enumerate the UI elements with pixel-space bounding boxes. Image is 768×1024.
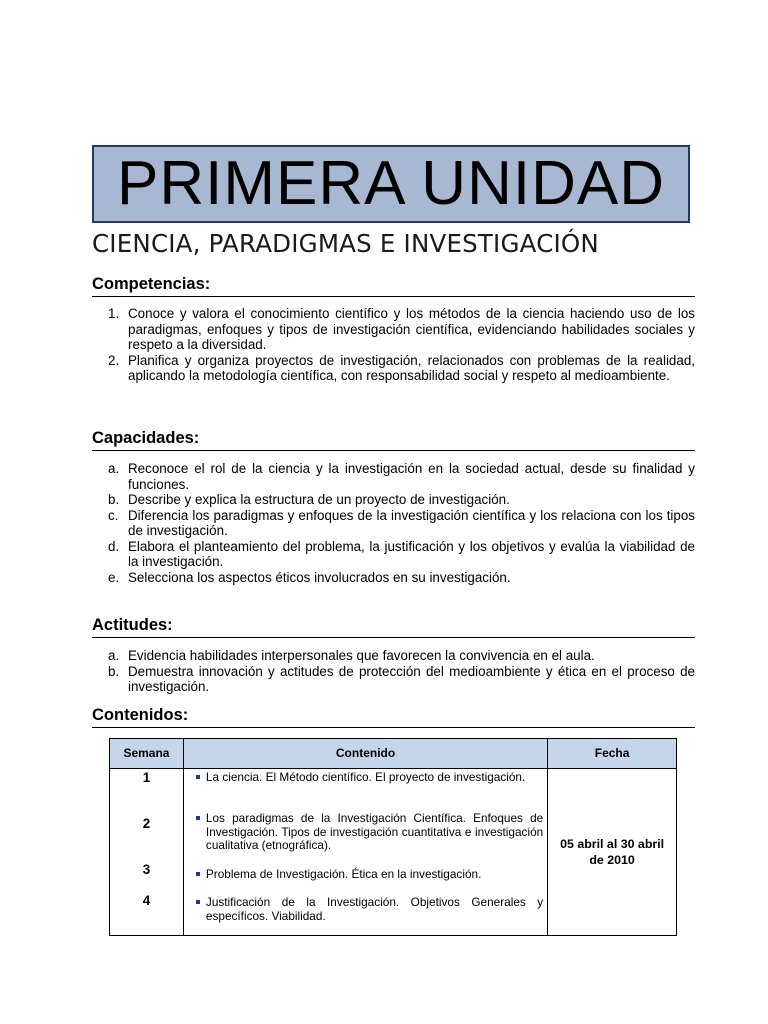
list-marker: 1.: [108, 306, 120, 321]
competencia-item: [92, 353, 695, 384]
list-marker: 2.: [108, 352, 120, 368]
week-number: 4: [142, 893, 151, 908]
competencia-text: Planifica y organiza proyectos de investigación, relacionados con problemas de la realidad, aplicando la metodología científica, con responsabilidad social y respeto al medioambiente.: [128, 352, 695, 383]
actitudes-heading-label: Actitudes:: [92, 616, 173, 634]
column-header-fecha: Fecha: [548, 739, 677, 769]
capacidad-text: Selecciona los aspectos éticos involucrados en su investigación.: [128, 569, 511, 585]
date-range-line2: de 2010: [589, 853, 635, 867]
week-number: 2: [142, 816, 151, 831]
list-marker: a.: [108, 461, 120, 476]
capacidad-item: [92, 570, 695, 586]
capacidad-text: Elabora el planteamiento del problema, la justificación y los objetivos y evalúa la viabilidad de la investigación.: [128, 538, 695, 569]
list-marker: d.: [108, 538, 120, 554]
list-marker: b.: [108, 663, 120, 679]
unit-subtitle: CIENCIA, PARADIGMAS E INVESTIGACIÓN: [92, 229, 599, 258]
list-marker: a.: [108, 648, 120, 663]
bullet-square-icon: [196, 775, 200, 779]
list-marker: e.: [108, 569, 120, 585]
list-marker: b.: [108, 492, 120, 507]
capacidad-text: Reconoce el rol de la ciencia y la investigación en la sociedad actual, desde su finalidad y funciones.: [128, 461, 695, 492]
competencia-item: [92, 306, 695, 353]
actitud-text: Demuestra innovación y actitudes de protección del medioambiente y ética en el proceso de investigación.: [128, 663, 695, 694]
contenidos-table: [109, 738, 677, 936]
content-text: Justificación de la Investigación. Objetivos Generales y específicos. Viabilidad.: [205, 895, 544, 923]
content-text: Los paradigmas de la Investigación Científica. Enfoques de Investigación. Tipos de investigación cuantitativa e investigación cualitativa (etnográfica).: [205, 811, 544, 852]
content-item: [184, 896, 547, 923]
actitud-text: Evidencia habilidades interpersonales que favorecen la convivencia en el aula.: [128, 648, 595, 663]
content-item: [184, 868, 547, 882]
contents-cell: [183, 769, 547, 936]
actitud-item: [92, 648, 695, 664]
competencias-heading: [92, 275, 695, 297]
competencias-heading-label: Competencias:: [92, 275, 211, 293]
unit-title: PRIMERA UNIDAD: [117, 149, 665, 218]
column-header-contenido: Contenido: [183, 739, 547, 769]
content-text: Problema de Investigación. Ética en la investigación.: [205, 867, 482, 881]
bullet-square-icon: [196, 816, 200, 820]
competencia-text: Conoce y valora el conocimiento científico y los métodos de la ciencia haciendo uso de los paradigmas, enfoques y tipos de investigación científica, evidenciando habilidades sociales y respeto a la diversidad.: [128, 306, 695, 352]
capacidad-text: Diferencia los paradigmas y enfoques de la investigación científica y los relaciona con los tipos de investigación.: [128, 507, 695, 538]
week-number: 1: [142, 770, 151, 785]
date-range-line1: 05 abril al 30 abril: [560, 837, 665, 851]
bullet-square-icon: [196, 900, 200, 904]
capacidades-heading: [92, 429, 695, 451]
competencias-list: [92, 306, 695, 384]
weeks-cell: [110, 769, 184, 936]
bullet-square-icon: [196, 872, 200, 876]
capacidad-item: [92, 539, 695, 570]
contenidos-heading: [92, 706, 695, 728]
table-header-row: [110, 739, 677, 769]
week-number: 3: [142, 862, 151, 877]
capacidad-item: [92, 492, 695, 508]
content-item: [184, 812, 547, 853]
actitudes-heading: [92, 616, 695, 638]
date-cell: [548, 769, 677, 936]
capacidad-item: [92, 508, 695, 539]
list-marker: c.: [108, 507, 119, 523]
table-row: [110, 769, 677, 936]
content-item: [184, 771, 547, 785]
actitudes-list: [92, 648, 695, 695]
contenidos-heading-label: Contenidos:: [92, 706, 189, 724]
capacidad-item: [92, 461, 695, 492]
capacidad-text: Describe y explica la estructura de un proyecto de investigación.: [128, 492, 510, 507]
actitud-item: [92, 664, 695, 695]
capacidades-heading-label: Capacidades:: [92, 429, 200, 447]
unit-title-box: [92, 145, 690, 223]
capacidades-list: [92, 461, 695, 585]
column-header-semana: Semana: [110, 739, 184, 769]
content-text: La ciencia. El Método científico. El proyecto de investigación.: [205, 770, 526, 784]
